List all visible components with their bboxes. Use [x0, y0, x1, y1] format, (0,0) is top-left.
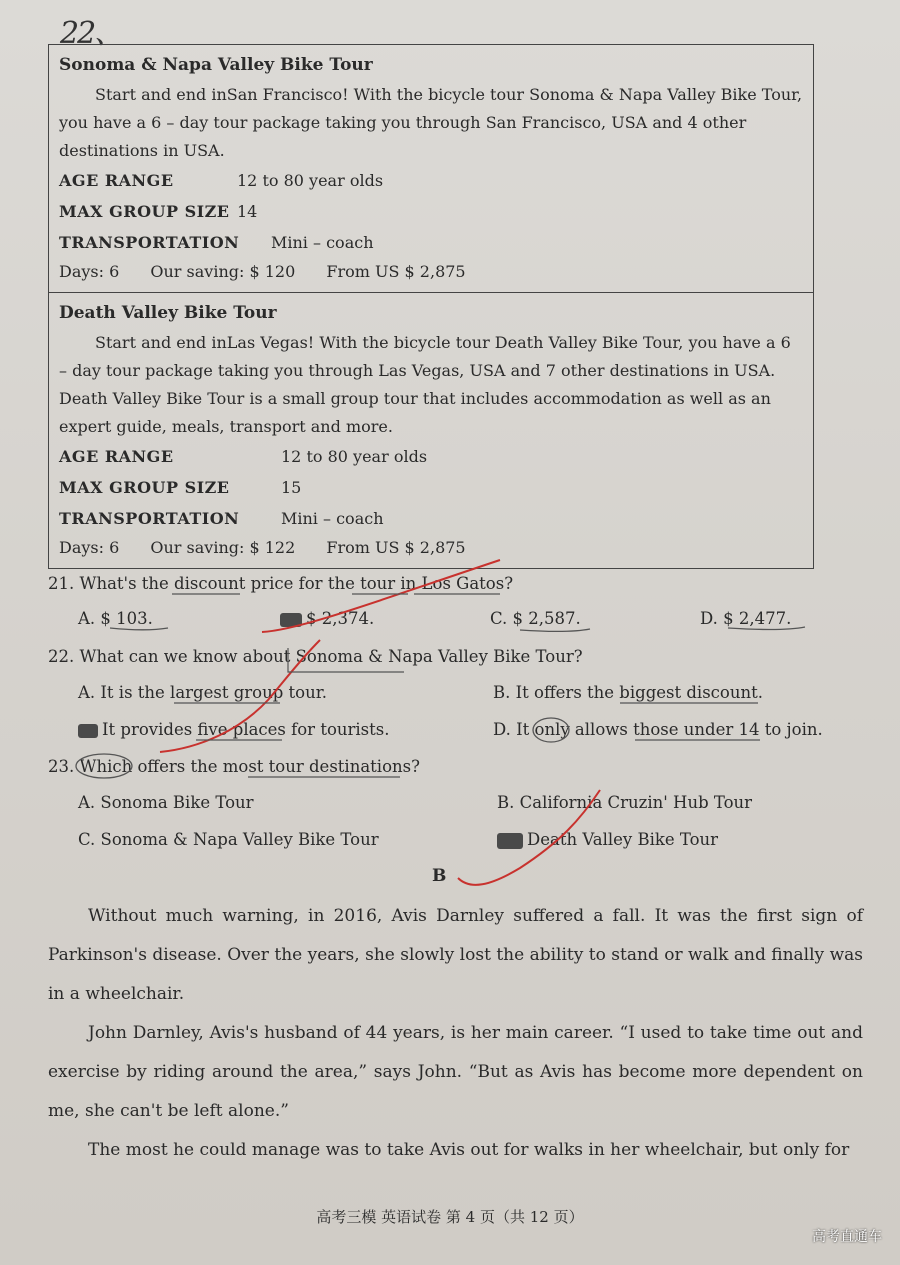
- q23-option-b: B. California Cruzin' Hub Tour: [497, 793, 753, 812]
- tour-table: [48, 44, 814, 569]
- q21-option-c: C. $ 2,587.: [490, 609, 581, 628]
- question-23: 23. Which offers the most tour destinations?: [48, 757, 420, 776]
- tour-name: Death Valley Bike Tour: [59, 303, 277, 323]
- q23-option-d-text: Death Valley Bike Tour: [527, 830, 719, 849]
- tour-sonoma-napa: [49, 45, 813, 293]
- tour-name: Sonoma & Napa Valley Bike Tour: [59, 55, 373, 75]
- transportation-label: TRANSPORTATION: [59, 233, 240, 252]
- transportation-row: [59, 227, 803, 258]
- ink-blot-icon: [78, 724, 98, 738]
- transportation-value: Mini – coach: [271, 233, 374, 252]
- transportation-row: [59, 503, 803, 534]
- age-range-label: AGE RANGE: [59, 447, 174, 466]
- tour-summary-row: [59, 258, 803, 286]
- age-range-row: [59, 441, 803, 472]
- tour-description: Start and end inSan Francisco! With the bicycle tour Sonoma & Napa Valley Bike Tour, you have a 6 – day tour package taking you through San Francisco, USA and 4 other destinations in USA.: [59, 85, 803, 160]
- q22-option-c-text: It provides five places for tourists.: [102, 720, 390, 739]
- section-b-heading: B: [432, 866, 447, 886]
- transportation-label: TRANSPORTATION: [59, 509, 240, 528]
- age-range-value: 12 to 80 year olds: [281, 447, 428, 466]
- group-size-row: [59, 472, 803, 503]
- passage-paragraph-1: Without much warning, in 2016, Avis Darnley suffered a fall. It was the first sign of Parkinson's disease. Over the years, she slowly lost the ability to stand or walk and finally was in a wheelchair.: [48, 906, 863, 1004]
- watermark: 高考直通车: [812, 1229, 882, 1245]
- saving-value: Our saving: $ 122: [150, 538, 296, 557]
- page-footer: 高考三模 英语试卷 第 4 页（共 12 页）: [316, 1208, 584, 1226]
- q23-option-d: [497, 830, 718, 849]
- tour-death-valley: [49, 293, 813, 568]
- pencil-underline-q21-a: [110, 628, 168, 630]
- group-size-label: MAX GROUP SIZE: [59, 478, 230, 497]
- q23-option-a: A. Sonoma Bike Tour: [78, 793, 254, 812]
- saving-value: Our saving: $ 120: [150, 262, 296, 281]
- age-range-value: 12 to 80 year olds: [237, 171, 384, 190]
- q22-option-c: [78, 720, 390, 739]
- ink-blot-icon: [497, 833, 523, 849]
- page-number-scribble: 22、: [60, 16, 123, 51]
- group-size-row: [59, 196, 803, 227]
- days-value: Days: 6: [59, 538, 120, 557]
- age-range-label: AGE RANGE: [59, 171, 174, 190]
- group-size-value: 14: [237, 202, 258, 221]
- q22-option-a: A. It is the largest group tour.: [78, 683, 328, 702]
- q22-option-d: D. It only allows those under 14 to join.: [493, 720, 823, 739]
- ink-blot-icon: [280, 613, 302, 627]
- q21-option-d: D. $ 2,477.: [700, 609, 792, 628]
- q21-option-a: A. $ 103.: [78, 609, 153, 628]
- passage-paragraph-3: The most he could manage was to take Avis out for walks in her wheelchair, but only for: [88, 1140, 850, 1160]
- tour-summary-row: [59, 534, 803, 562]
- group-size-label: MAX GROUP SIZE: [59, 202, 230, 221]
- age-range-row: [59, 165, 803, 196]
- q21-option-b: [280, 609, 374, 628]
- price-value: From US $ 2,875: [326, 538, 466, 557]
- q21-option-b-text: $ 2,374.: [306, 609, 375, 628]
- q23-option-c: C. Sonoma & Napa Valley Bike Tour: [78, 830, 379, 849]
- price-value: From US $ 2,875: [326, 262, 466, 281]
- transportation-value: Mini – coach: [281, 509, 384, 528]
- question-22: 22. What can we know about Sonoma & Napa Valley Bike Tour?: [48, 647, 583, 666]
- group-size-value: 15: [281, 478, 302, 497]
- pencil-underline-q21-c: [520, 629, 590, 631]
- question-21: 21. What's the discount price for the tour in Los Gatos?: [48, 574, 514, 593]
- days-value: Days: 6: [59, 262, 120, 281]
- tour-description: Start and end inLas Vegas! With the bicycle tour Death Valley Bike Tour, you have a 6 – day tour package taking you through Las Vegas, USA and 7 other destinations in USA. Death Valley Bike Tour is a small group tour that includes accommodation as well as an expert guide, meals, transport and more.: [59, 333, 791, 436]
- q22-option-b: B. It offers the biggest discount.: [493, 683, 763, 702]
- passage-paragraph-2: John Darnley, Avis's husband of 44 years, is her main career. “I used to take time out and exercise by riding around the area,” says John. “But as Avis has become more dependent on me, she can't be left alone.”: [48, 1023, 863, 1121]
